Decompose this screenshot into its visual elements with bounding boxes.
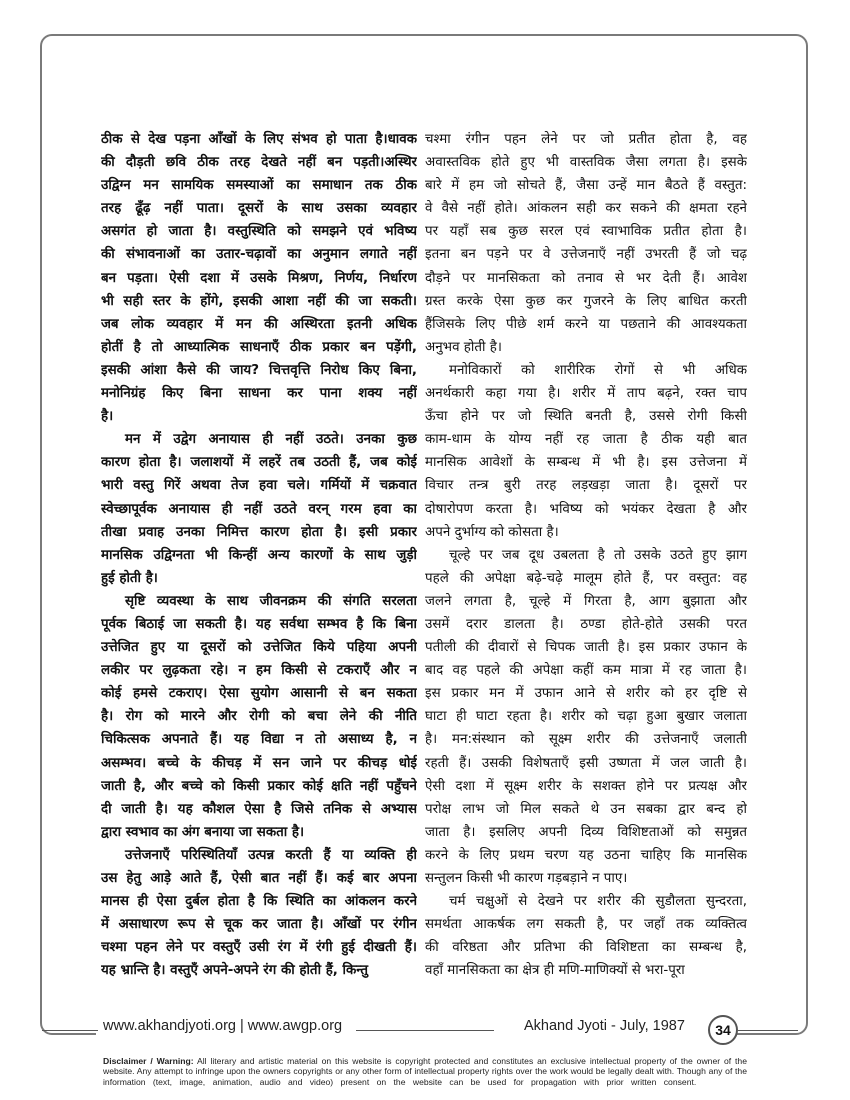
text-line: विचार तन्त्र बुरी तरह लड़खड़ा जाता है। दूसरों पर xyxy=(425,478,747,494)
text-line: करने के लिए प्रथम चरण यह उठना चाहिए कि मानसिक xyxy=(425,847,747,863)
text-line: कारण होता है। जलाशयों में लहरें तब उठती हैं, जब कोई xyxy=(101,455,417,471)
text-line: असम्भव। बच्चे के कीचड़ में सन जाने पर कीचड़ धोई xyxy=(101,755,417,771)
text-line: पतीली की दीवारों से चिपक जाती है। इस प्रकार उफान के xyxy=(425,640,747,656)
text-line: मनोनिग्रंह किए बिना साधना कर पाना शक्य नहीं xyxy=(101,386,417,402)
text-line: की संभावनाओं का उतार-चढ़ावों का अनुमान लगाते नहीं xyxy=(101,247,417,263)
text-line: जब लोक व्यवहार में मन की अस्थिरता इतनी अधिक xyxy=(101,316,417,332)
text-line: हुई होती है। xyxy=(101,570,158,586)
text-line: ऐसी दशा में सूक्ष्म शरीर के सशक्त होने पर प्रत्यक्ष और xyxy=(425,778,747,794)
text-line: इतना बन पड़ने पर वे उत्तेजनाएँ नहीं उभरती हैं जो चढ़ xyxy=(425,247,747,263)
text-line: असगंत हो जाता है। वस्तुस्थिति को समझने एवं भविष्य xyxy=(101,224,417,240)
footer-website-links[interactable]: www.akhandjyoti.org | www.awgp.org xyxy=(103,1018,343,1034)
text-line: इसकी आंशा कैसे की जाय? चित्तवृत्ति निरोध किए बिना, xyxy=(101,362,417,378)
text-line: घाटा ही घाटा रहता है। शरीर को चढ़ा हुआ बुखार जलाता xyxy=(425,709,747,725)
text-line: बन पड़ता। ऐसी दशा में उसके मिश्रण, निर्णय, निर्धारण xyxy=(101,270,417,286)
text-line: अनर्थकारी कहा गया है। शरीर में ताप बढ़ने, रक्त चाप xyxy=(425,386,747,402)
footer-rule-right xyxy=(738,1030,798,1031)
text-line: ऊँचा होने पर जो स्थिति बनती है, उससे रोगी किसी xyxy=(425,409,747,425)
text-line: है। मन:संस्थान को सूक्ष्म शरीर की उत्तेजनाएँ जलाती xyxy=(425,732,747,748)
text-line: उद्विग्न मन सामयिक समस्याओं का समाधान तक ठीक xyxy=(101,178,417,194)
right-column xyxy=(425,128,747,982)
text-line: है। रोग को मारने और रोगी को बचा लेने की नीति xyxy=(101,709,417,725)
text-line: बाद वह पहले की अपेक्षा कहीं कम मात्रा में रह जाता है। xyxy=(425,663,747,679)
disclaimer-line: website. Any attempt to infringe upon the owners copyrights or any other form of intellectual property rights over the work would be legally dealt with. Though any of the xyxy=(103,1066,747,1077)
text-line: चिकित्सक अपनाते हैं। यह विद्या न तो असाध्य है, न xyxy=(101,732,417,748)
text-line: मनोविकारों को शारीरिक रोगों से भी अधिक xyxy=(449,362,747,378)
paragraph xyxy=(425,359,747,544)
disclaimer-text: All literary and artistic material on this website is copyright protected and constitutes an exclusive intellectual property of the owner of the xyxy=(197,1056,747,1066)
text-line: दोषारोपण करता है। भविष्य को भयंकर देखता है और xyxy=(425,501,747,517)
paragraph xyxy=(425,890,747,982)
footer-rule-middle xyxy=(356,1030,494,1031)
text-line: दौड़ने पर मानसिकता को तनाव से भर देती हैं। आवेश xyxy=(425,270,747,286)
text-line: पूर्वक बिठाई जा सकती है। यह सर्वथा सम्भव है कि बिना xyxy=(101,616,417,632)
text-line: जाता है। इसलिए अपनी दिव्य विशिष्टताओं को समुन्नत xyxy=(425,824,747,840)
text-line: चूल्हे पर जब दूध उबलता है तो उसके उठते हुए झाग xyxy=(449,547,747,563)
left-column xyxy=(101,128,417,982)
text-line: की दौड़ती छवि ठीक तरह देखते नहीं बन पड़ती।अस्थिर xyxy=(101,155,417,171)
text-line: हैंजिसके लिए पीछे शर्म करने या पछताने की आवश्यकता xyxy=(425,316,747,332)
text-line: सन्तुलन किसी भी कारण गड़बड़ाने न पाए। xyxy=(425,871,628,886)
text-line: उत्तेजनाएँ परिस्थितियाँ उत्पन्न करती हैं या व्यक्ति ही xyxy=(125,847,417,863)
text-line: जाती है, और बच्चे को किसी प्रकार कोई क्षति नहीं पहुँचने xyxy=(101,778,417,794)
paragraph xyxy=(425,128,747,359)
text-line: मन में उद्वेग अनायास ही नहीं उठते। उनका कुछ xyxy=(125,432,417,448)
text-line: समर्थता आकर्षक लग सकती है, पर जहाँ तक व्यक्तित्व xyxy=(425,917,747,933)
text-line: चश्मा पहन लेने पर वस्तुएँ उसी रंग में रंगी हुई दीखती हैं। xyxy=(101,940,417,956)
disclaimer-label: Disclaimer / Warning: xyxy=(103,1056,194,1066)
text-line: बारे में हम जो सोचते हैं, जैसा उन्हें मान बैठते हैं वस्तुत: xyxy=(425,178,747,194)
text-line: में असाधारण रूप से चूक कर जाता है। आँखों पर रंगीन xyxy=(101,917,417,933)
text-line: की वरिष्ठता और प्रतिभा की विशिष्टता का सम्बन्ध है, xyxy=(425,940,747,956)
text-line: वहाँ मानसिकता का क्षेत्र ही मणि-माणिक्यों से भरा-पूरा xyxy=(425,963,685,979)
text-line: लकीर पर लुढ़कता रहे। न हम किसी से टकराएँ और न xyxy=(101,663,417,679)
paragraph xyxy=(101,590,417,844)
paragraph xyxy=(101,128,417,428)
text-line: अपने दुर्भाग्य को कोसता है। xyxy=(425,524,559,540)
text-line: स्वेच्छापूर्वक अनायास ही नहीं उठते वरन् गरम हवा का xyxy=(101,501,417,517)
text-line: मानस ही ऐसा दुर्बल होता है कि स्थिति का आंकलन करने xyxy=(101,894,417,910)
page-number: 34 xyxy=(708,1015,738,1045)
text-line: पहले की अपेक्षा बढ़े-चढ़े मालूम होते हैं, पर वस्तुत: वह xyxy=(425,570,747,586)
text-line: होतीं है तो आध्यात्मिक साधनाएँ ठीक प्रकार बन पड़ेंगी, xyxy=(101,339,417,355)
text-line: रहती हैं। उसकी विशेषताएँ इसी उष्णता में जल जाती है। xyxy=(425,755,747,771)
text-line: चश्मा रंगीन पहन लेने पर जो प्रतीत होता है, वह xyxy=(425,132,747,147)
text-line: उत्तेजित हुए या दूसरों को उत्तेजित किये पहिया अपनी xyxy=(101,640,417,656)
text-line: भारी वस्तु गिरें अथवा तेज हवा चले। गर्मियों में चक्रवात xyxy=(101,478,417,494)
text-line: सृष्टि व्यवस्था के साथ जीवनक्रम की संगति सरलता xyxy=(125,593,417,609)
disclaimer-line: information (text, image, animation, audio and video) present on the website can be used for propagation with prior written consent. xyxy=(103,1076,697,1087)
text-line: तीखा प्रवाह उनका निमित्त कारण होता है। इसी प्रकार xyxy=(101,524,417,540)
text-line: है। xyxy=(101,409,114,425)
text-line: पर यहाँ सब कुछ सरल एवं स्वाभाविक प्रतीत होता है। xyxy=(425,224,747,240)
text-line: इस प्रकार मन में उफान आने से शरीर को हर दृष्टि से xyxy=(425,686,747,702)
text-line: ग्रस्त करके ऐसा कुछ कर गुजरने के लिए बाधित करती xyxy=(425,293,747,309)
paragraph xyxy=(101,428,417,590)
text-line: यह भ्रान्ति है। वस्तुएँ अपने-अपने रंग की होती हैं, किन्तु xyxy=(101,963,369,979)
disclaimer xyxy=(103,1056,747,1087)
text-line: कोई हमसे टकराए। ऐसा सुयोग आसानी से बन सकता xyxy=(101,686,417,702)
text-line: चर्म चक्षुओं से देखने पर शरीर की सुडौलता सुन्दरता, xyxy=(449,894,747,910)
footer-rule-left xyxy=(42,1030,98,1031)
text-line: वे वैसे नहीं होते। आंकलन सही कर सकने की क्षमता रहने xyxy=(425,201,747,217)
paragraph xyxy=(101,844,417,983)
text-line: उस हेतु आड़े आते हैं, ऐसी बात नहीं हैं। कई बार अपना xyxy=(101,871,417,886)
footer-issue-title: Akhand Jyoti - July, 1987 xyxy=(524,1018,685,1034)
text-line: उसमें दरार डालता है। ठण्डा होते-होते उसकी परत xyxy=(425,616,747,632)
text-line: परोक्ष लाभ जो मिल सकते थे उन सबका द्वार बन्द हो xyxy=(425,801,747,817)
paragraph xyxy=(425,544,747,890)
text-line: मानसिक आवेशों के सम्बन्ध में भी है। इस उत्तेजना में xyxy=(425,455,747,471)
text-line: जलने लगता है, चूल्हे में गिरता है, आग बुझाता और xyxy=(425,593,747,609)
text-line: अनुभव होती है। xyxy=(425,339,502,355)
text-line: काम-धाम के योग्य नहीं रह जाता है ठीक यही बात xyxy=(425,432,747,448)
text-line: दी जाती है। यह कौशल ऐसा है जिसे तनिक से अभ्यास xyxy=(101,801,417,817)
disclaimer-line xyxy=(103,1056,747,1066)
text-line: द्वारा स्वभाव का अंग बनाया जा सकता है। xyxy=(101,824,305,840)
text-line: तरह ढूँढ़ नहीं पाता। दूसरों के साथ उसका व्यवहार xyxy=(101,201,417,217)
text-line: मानसिक उद्विग्नता भी किन्हीं अन्य कारणों के साथ जुड़ी xyxy=(101,547,417,563)
text-line: अवास्तविक होते हुए भी वास्तविक जैसा लगता है। इसके xyxy=(425,155,747,171)
text-line: ठीक से देख पड़ना आँखों के लिए संभव हो पाता है।धावक xyxy=(101,132,417,147)
text-line: भी सही स्तर के होंगे, इसकी आशा नहीं की जा सकती। xyxy=(101,293,417,309)
